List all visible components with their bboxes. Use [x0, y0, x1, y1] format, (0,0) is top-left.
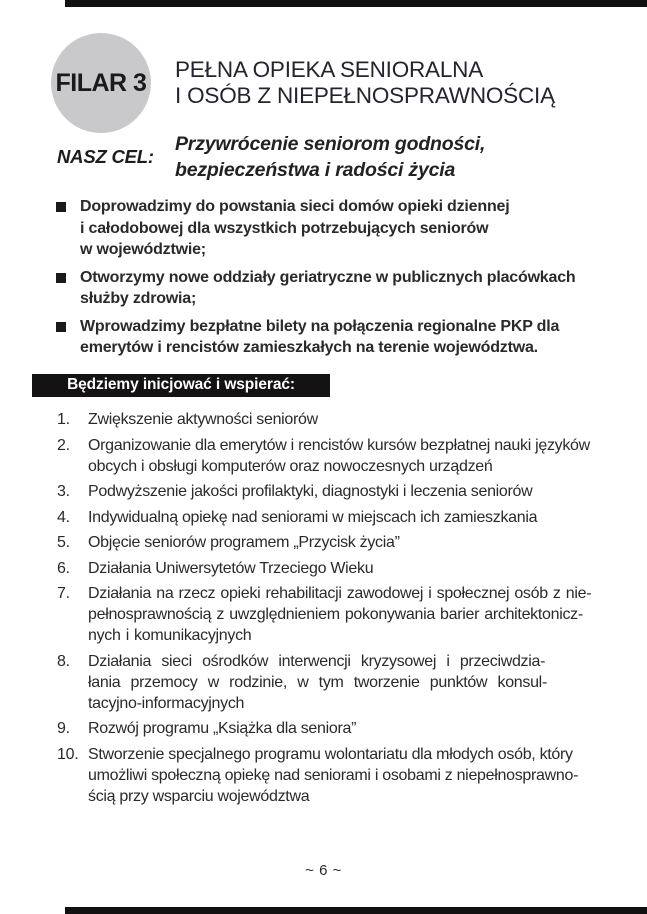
- item-text: Rozwój programu „Książka dla seniora”: [88, 720, 357, 737]
- item-text: Zwiększenie aktywności seniorów: [88, 411, 318, 428]
- item-number: 9.: [57, 720, 70, 737]
- item-number: 3.: [57, 483, 70, 500]
- item-text: Działania na rzecz opieki rehabilitacji zawodowej i społecznej osób z nie- pełnosprawnością z uwzględnieniem pokonywania barier architektonicz- nych i komunikacyjnych: [88, 585, 592, 644]
- item-number: 8.: [57, 652, 70, 670]
- list-item: [57, 558, 614, 579]
- item-text: Działania sieci ośrodków interwencji kryzysowej i przeciwdzia- łania przemocy w rodzinie, w tym tworzenie punktów konsul- tacyjno-informacyjnych: [88, 652, 547, 712]
- black-square-icon: [56, 273, 66, 283]
- bottom-rule-bar: [65, 907, 647, 914]
- item-number: 2.: [57, 436, 70, 454]
- top-rule-bar: [65, 0, 647, 7]
- item-number: 5.: [57, 534, 70, 551]
- list-item: [57, 718, 614, 739]
- commitment-text: Wprowadzimy bezpłatne bilety na połączenia regionalne PKP dla emerytów i rencistów zamieszkałych na terenie województwa.: [80, 317, 560, 356]
- pillar-label: FILAR 3: [55, 68, 147, 97]
- black-square-icon: [56, 202, 66, 212]
- goal-label: NASZ CEL:: [57, 146, 154, 167]
- item-text: Stworzenie specjalnego programu wolontariatu dla młodych osób, który umożliwi społeczną opiekę nad seniorami i osobami z niepełnosprawno- ścią przy wsparciu województwa: [88, 745, 579, 805]
- commitments-list: [56, 196, 601, 365]
- pillar-badge: [51, 33, 151, 133]
- item-number: 4.: [57, 508, 70, 526]
- commitment-text: Doprowadzimy do powstania sieci domów opieki dziennej i całodobowej dla wszystkich potrzebujących seniorów w województwie;: [80, 198, 510, 258]
- list-item: [56, 196, 601, 261]
- list-item: [57, 583, 614, 646]
- list-item: [57, 744, 614, 807]
- list-item: [57, 507, 614, 528]
- item-text: Organizowanie dla emerytów i rencistów kursów bezpłatnej nauki języków obcych i obsługi komputerów oraz nowoczesnych urządzeń: [88, 436, 590, 475]
- initiatives-list: [57, 409, 614, 811]
- item-text: Indywidualną opiekę nad seniorami w miejscach ich zamieszkania: [88, 508, 538, 526]
- page-title: PEŁNA OPIEKA SENIORALNA I OSÓB Z NIEPEŁNOSPRAWNOŚCIĄ: [175, 57, 555, 108]
- section-banner: [32, 374, 330, 397]
- list-item: [56, 316, 601, 359]
- item-text: Działania Uniwersytetów Trzeciego Wieku: [88, 559, 374, 577]
- list-item: [57, 409, 614, 430]
- section-banner-label: Będziemy inicjować i wspierać:: [67, 376, 295, 393]
- black-square-icon: [56, 322, 66, 332]
- page-number: ~ 6 ~: [305, 862, 342, 879]
- item-number: 6.: [57, 559, 70, 577]
- item-number: 1.: [57, 411, 70, 428]
- item-text: Podwyższenie jakości profilaktyki, diagnostyki i leczenia seniorów: [88, 483, 533, 500]
- list-item: [57, 651, 614, 714]
- item-number: 7.: [57, 585, 70, 602]
- list-item: [57, 435, 614, 477]
- list-item: [57, 532, 614, 553]
- list-item: [57, 481, 614, 502]
- goal-text: Przywrócenie seniorom godności, bezpieczeństwa i radości życia: [175, 133, 486, 181]
- list-item: [56, 267, 601, 310]
- item-text: Objęcie seniorów programem „Przycisk życia”: [88, 534, 400, 551]
- commitment-text: Otworzymy nowe oddziały geriatryczne w publicznych placówkach służby zdrowia;: [80, 268, 576, 307]
- item-number: 10.: [57, 745, 79, 763]
